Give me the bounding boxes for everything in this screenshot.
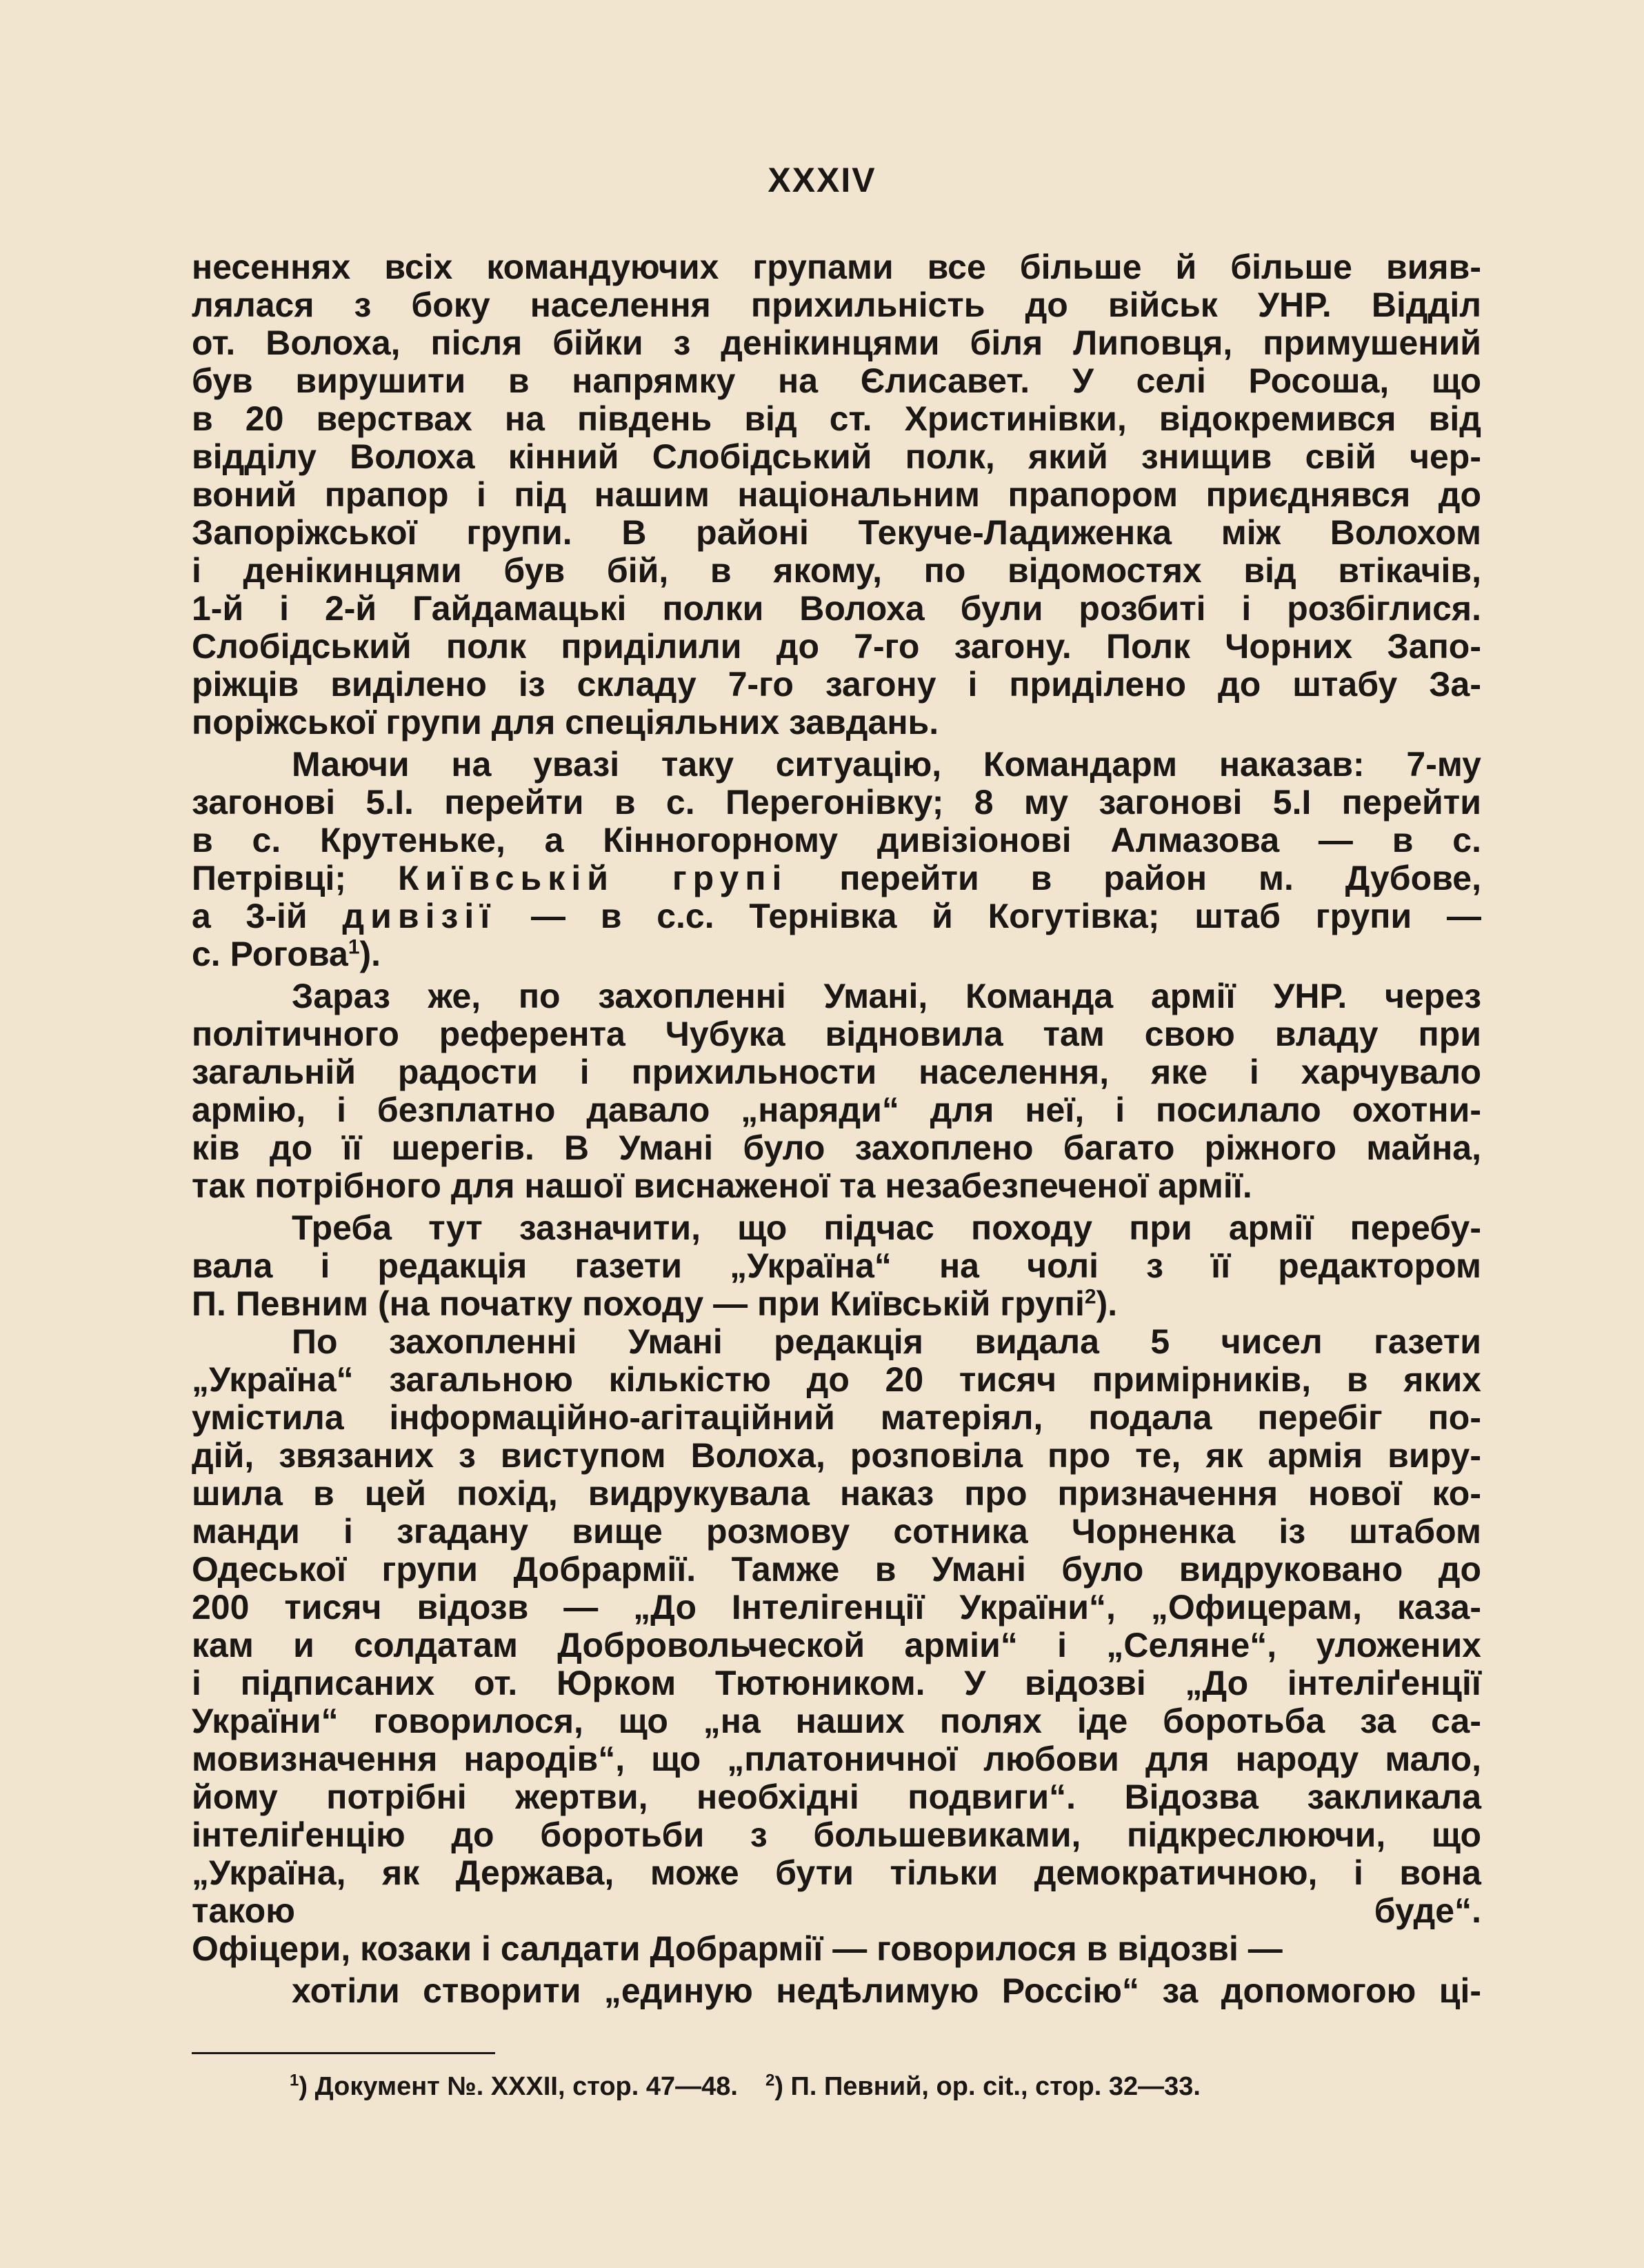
text-line: Одеської групи Добрармії. Тамже в Умані було видруковано до xyxy=(192,1550,1481,1589)
text-line: армію, і безплатно давало „наряди“ для неї, і посилало охотни- xyxy=(192,1091,1481,1129)
text-line: в 20 верствах на південь від ст. Христинівки, відокремився від xyxy=(192,399,1481,438)
text-line: от. Волоха, після бійки з денікинцями біля Липовця, примушений xyxy=(192,324,1481,362)
text-line: інтеліґенцію до боротьби з большевиками, підкреслюючи, що xyxy=(192,1816,1481,1854)
text-line: Запоріжської групи. В районі Текуче-Ладиженка між Волохом xyxy=(192,513,1481,552)
text-line: і підписаних от. Юрком Тютюником. У відозві „До інтеліґенції xyxy=(192,1664,1481,1702)
footnote-mark: 1 xyxy=(290,2071,299,2090)
page-number: XXXIV xyxy=(768,161,876,199)
text-segment: — в с.с. Тернівка й Когутівка; штаб групи — xyxy=(531,897,1481,935)
footnote-ref: 2 xyxy=(1084,1285,1096,1309)
text-line: 200 тисяч відозв — „До Інтелігенції України“, „Офицерам, каза- xyxy=(192,1588,1481,1627)
text-line: України“ говорилося, що „на наших полях іде боротьба за са- xyxy=(192,1702,1481,1740)
footnote-text: ) Документ №. XXXII, стор. 47—48. xyxy=(299,2072,738,2101)
text-line: ріжців виділено із складу 7-го загону і приділено до штабу За- xyxy=(192,665,1481,704)
text-line: дій, звязаних з виступом Волоха, розповіла про те, як армія виру- xyxy=(192,1436,1481,1475)
text-line xyxy=(192,2010,1481,2048)
text-line: 1-й і 2-й Гайдамацькі полки Волоха були розбиті і розбіглися. xyxy=(192,589,1481,628)
text-line: і денікинцями був бій, в якому, по відомостях від втікачів, xyxy=(192,551,1481,590)
text-line: ків до її шерегів. В Умані було захоплено багато ріжного майна, xyxy=(192,1128,1481,1167)
text-line: „Україна, як Держава, може бути тільки демократичною, і вона xyxy=(192,1853,1481,1892)
text-segment: с. Рогова xyxy=(192,935,348,973)
text-line: загонові 5.І. перейти в с. Перегонівку; 8 му загонові 5.І перейти xyxy=(192,783,1481,822)
footnote xyxy=(765,2072,1201,2101)
footnote xyxy=(290,2072,738,2101)
spaced-text: Київській групі xyxy=(397,859,788,897)
text-line: відділу Волоха кінний Слобідський полк, який знищив свій чер- xyxy=(192,437,1481,476)
text-line: хотіли створити „единую недѣлимую Россію“ за допомогою ці- xyxy=(292,1971,1481,2010)
text-line: Слобідський полк приділили до 7-го загону. Полк Чорних Запо- xyxy=(192,627,1481,666)
text-line: політичного референта Чубука відновила там свою владу при xyxy=(192,1015,1481,1053)
footnote-divider xyxy=(192,2052,495,2054)
text-line: шила в цей похід, видрукувала наказ про призначення нової ко- xyxy=(192,1474,1481,1513)
text-line: був вирушити в напрямку на Єлисавет. У селі Росоша, що xyxy=(192,361,1481,400)
text-line xyxy=(192,897,1481,935)
text-line: Офіцери, козаки і салдати Добрармії — говорилося в відозві — xyxy=(192,1929,1283,1968)
text-segment: Петрівці; xyxy=(192,859,347,897)
text-line xyxy=(192,1285,1481,1323)
text-segment: ). xyxy=(1096,1284,1118,1323)
text-line: несеннях всіх командуючих групами все більше й більше вияв- xyxy=(192,248,1481,286)
text-line: Маючи на увазі таку ситуацію, Командарм наказав: 7-му xyxy=(292,745,1481,784)
text-line: По захопленні Умані редакція видала 5 чисел газети xyxy=(292,1322,1481,1361)
text-line: Треба тут зазначити, що підчас походу при армії перебу- xyxy=(292,1208,1481,1247)
text-line: вала і редакція газети „Україна“ на чолі з її редактором xyxy=(192,1246,1481,1285)
text-segment: П. Певним (на початку походу — при Київській групі xyxy=(192,1284,1085,1323)
text-segment: ). xyxy=(359,935,381,973)
text-line: манди і згадану вище розмову сотника Чорненка із штабом xyxy=(192,1512,1481,1551)
text-line xyxy=(192,859,1481,897)
text-line: загальній радости і прихильности населення, яке і харчувало xyxy=(192,1053,1481,1091)
text-line: так потрібного для нашої виснаженої та незабезпеченої армії. xyxy=(192,1166,1252,1205)
footnote-text: ) П. Певний, op. cit., стор. 32—33. xyxy=(774,2072,1201,2101)
text-line xyxy=(192,935,1481,973)
text-line: Зараз же, по захопленні Умані, Команда армії УНР. через xyxy=(292,977,1481,1015)
text-segment: а 3-ій xyxy=(192,897,308,935)
text-line: воний прапор і під нашим національним прапором приєднявся до xyxy=(192,475,1481,514)
footnote-ref: 1 xyxy=(348,935,360,959)
text-line: поріжської групи для спеціяльних завдань. xyxy=(192,703,939,742)
text-line: лялася з боку населення прихильність до військ УНР. Відділ xyxy=(192,286,1481,324)
footnotes xyxy=(290,2066,1462,2107)
text-line: кам и солдатам Добровольческой арміи“ і „Селяне“, уложених xyxy=(192,1626,1481,1664)
text-line: в с. Крутеньке, а Кінногорному дивізіонові Алмазова — в с. xyxy=(192,821,1481,859)
text-line: мовизначення народів“, що „платоничної любови для народу мало, xyxy=(192,1740,1481,1778)
text-line: „Україна“ загальною кількістю до 20 тисяч примірників, в яких xyxy=(192,1360,1481,1399)
footnote-mark: 2 xyxy=(765,2071,775,2090)
text-line: йому потрібні жертви, необхідні подвиги“. Відозва закликала xyxy=(192,1778,1481,1816)
spaced-text: дивізії xyxy=(342,897,497,935)
body-text xyxy=(192,248,1481,2048)
text-line: умістила інформаційно-агітаційний матеріял, подала перебіг по- xyxy=(192,1398,1481,1437)
text-segment: перейти в район м. Дубове, xyxy=(839,859,1481,897)
text-line: такою буде“. xyxy=(192,1891,1481,1930)
